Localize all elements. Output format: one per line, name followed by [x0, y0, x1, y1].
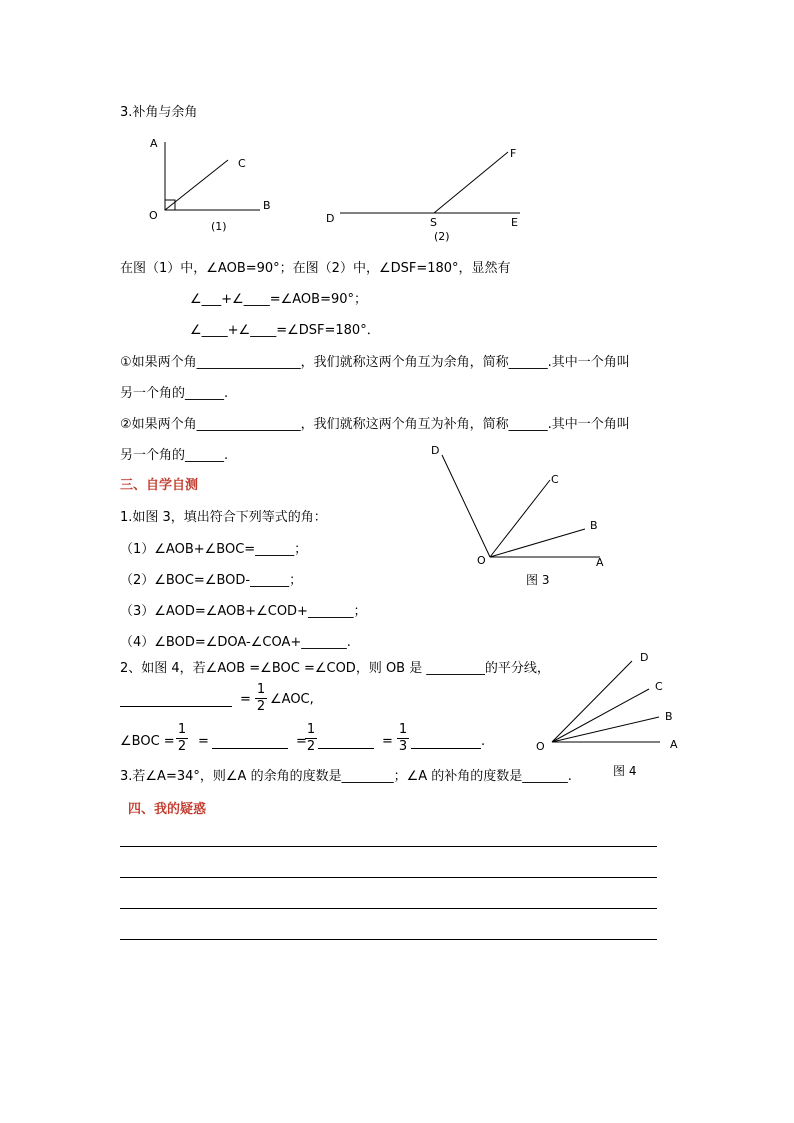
label-f: F — [510, 147, 517, 160]
section-title: 3.补角与余角 — [120, 105, 198, 120]
label-b: B — [263, 199, 271, 212]
ray-ob — [552, 717, 659, 742]
equation-2: ∠____+∠____=∠DSF=180°． — [190, 323, 380, 338]
label-d: D — [431, 444, 440, 457]
ray-od — [442, 455, 490, 557]
label-d: D — [640, 651, 649, 664]
ray-oc — [490, 480, 550, 557]
label-o: O — [536, 740, 545, 753]
figure-4 — [525, 645, 690, 785]
caption-4: 图 4 — [613, 764, 637, 778]
answer-blank — [318, 748, 374, 749]
question-1-item: （4）∠BOD=∠DOA-∠COA+_______. — [120, 635, 351, 650]
definition-2-line2: 另一个角的______. — [120, 448, 229, 463]
ray-ob — [490, 529, 585, 557]
writing-line — [120, 877, 657, 878]
numerator: 1 — [177, 722, 187, 737]
writing-line — [120, 846, 657, 847]
label-s: S — [430, 216, 437, 229]
label-c: C — [655, 680, 663, 693]
ray-od — [552, 661, 632, 742]
angle-aoc: ∠AOC, — [270, 692, 314, 707]
denominator: 3 — [398, 739, 408, 754]
period: . — [481, 734, 486, 749]
figure-3 — [425, 440, 615, 590]
denominator: 2 — [256, 699, 266, 714]
label-a: A — [596, 556, 604, 569]
answer-blank — [212, 748, 288, 749]
label-o: O — [477, 554, 486, 567]
figure-1 — [140, 130, 280, 235]
equals-sign: = — [296, 734, 307, 749]
definition-1-line2: 另一个角的______. — [120, 386, 229, 401]
section-heading-3: 三、自学自测 — [120, 478, 199, 493]
numerator: 1 — [256, 682, 266, 697]
denominator: 2 — [306, 739, 316, 754]
label-c: C — [551, 473, 559, 486]
fraction-half — [176, 723, 188, 754]
label-a: A — [150, 137, 158, 150]
caption-1: (1) — [211, 220, 227, 233]
question-1-item: （3）∠AOD=∠AOB+∠COD+_______； — [120, 604, 367, 619]
question-1-stem: 1.如图 3，填出符合下列等式的角： — [120, 510, 327, 525]
question-1-item: （1）∠AOB+∠BOC=______； — [120, 542, 308, 557]
question-2-line1: 2、如图 4，若∠AOB =∠BOC =∠COD，则 OB 是 _________的平分线， — [120, 661, 550, 676]
fraction-half — [305, 723, 317, 754]
figure-2 — [320, 140, 530, 245]
caption-3: 图 3 — [526, 573, 550, 587]
label-e: E — [511, 216, 518, 229]
fraction-third — [397, 723, 409, 754]
fraction-half — [255, 683, 267, 714]
label-c: C — [238, 157, 246, 170]
angle-boc-label: ∠BOC = — [120, 734, 175, 749]
question-3: 3.若∠A=34°，则∠A 的余角的度数是________；∠A 的补角的度数是_______. — [120, 769, 572, 784]
answer-blank — [411, 748, 481, 749]
intro-text: 在图（1）中，∠AOB=90°；在图（2）中，∠DSF=180°，显然有 — [120, 261, 511, 276]
answer-blank — [120, 706, 232, 707]
equals-sign: = — [382, 734, 393, 749]
section-heading-4: 四、我的疑惑 — [128, 802, 207, 817]
denominator: 2 — [177, 739, 187, 754]
writing-line — [120, 939, 657, 940]
ray-oc — [552, 689, 649, 742]
label-o: O — [149, 209, 158, 222]
label-b: B — [665, 710, 673, 723]
ray-sf — [434, 152, 508, 213]
ray-oc — [165, 160, 228, 210]
numerator: 1 — [398, 722, 408, 737]
definition-1-line1: ①如果两个角________________，我们就称这两个角互为余角，简称______.其中一个角叫 — [120, 355, 630, 370]
equation-1: ∠___+∠____=∠AOB=90°； — [190, 292, 367, 307]
equals-sign: = — [240, 692, 251, 707]
equals-sign: = — [198, 734, 209, 749]
question-1-item: （2）∠BOC=∠BOD-______； — [120, 573, 303, 588]
label-d: D — [326, 212, 335, 225]
numerator: 1 — [306, 722, 316, 737]
label-a: A — [670, 738, 678, 751]
definition-2-line1: ②如果两个角________________，我们就称这两个角互为补角，简称______.其中一个角叫 — [120, 417, 630, 432]
label-b: B — [590, 519, 598, 532]
writing-line — [120, 908, 657, 909]
caption-2: (2) — [434, 230, 450, 243]
